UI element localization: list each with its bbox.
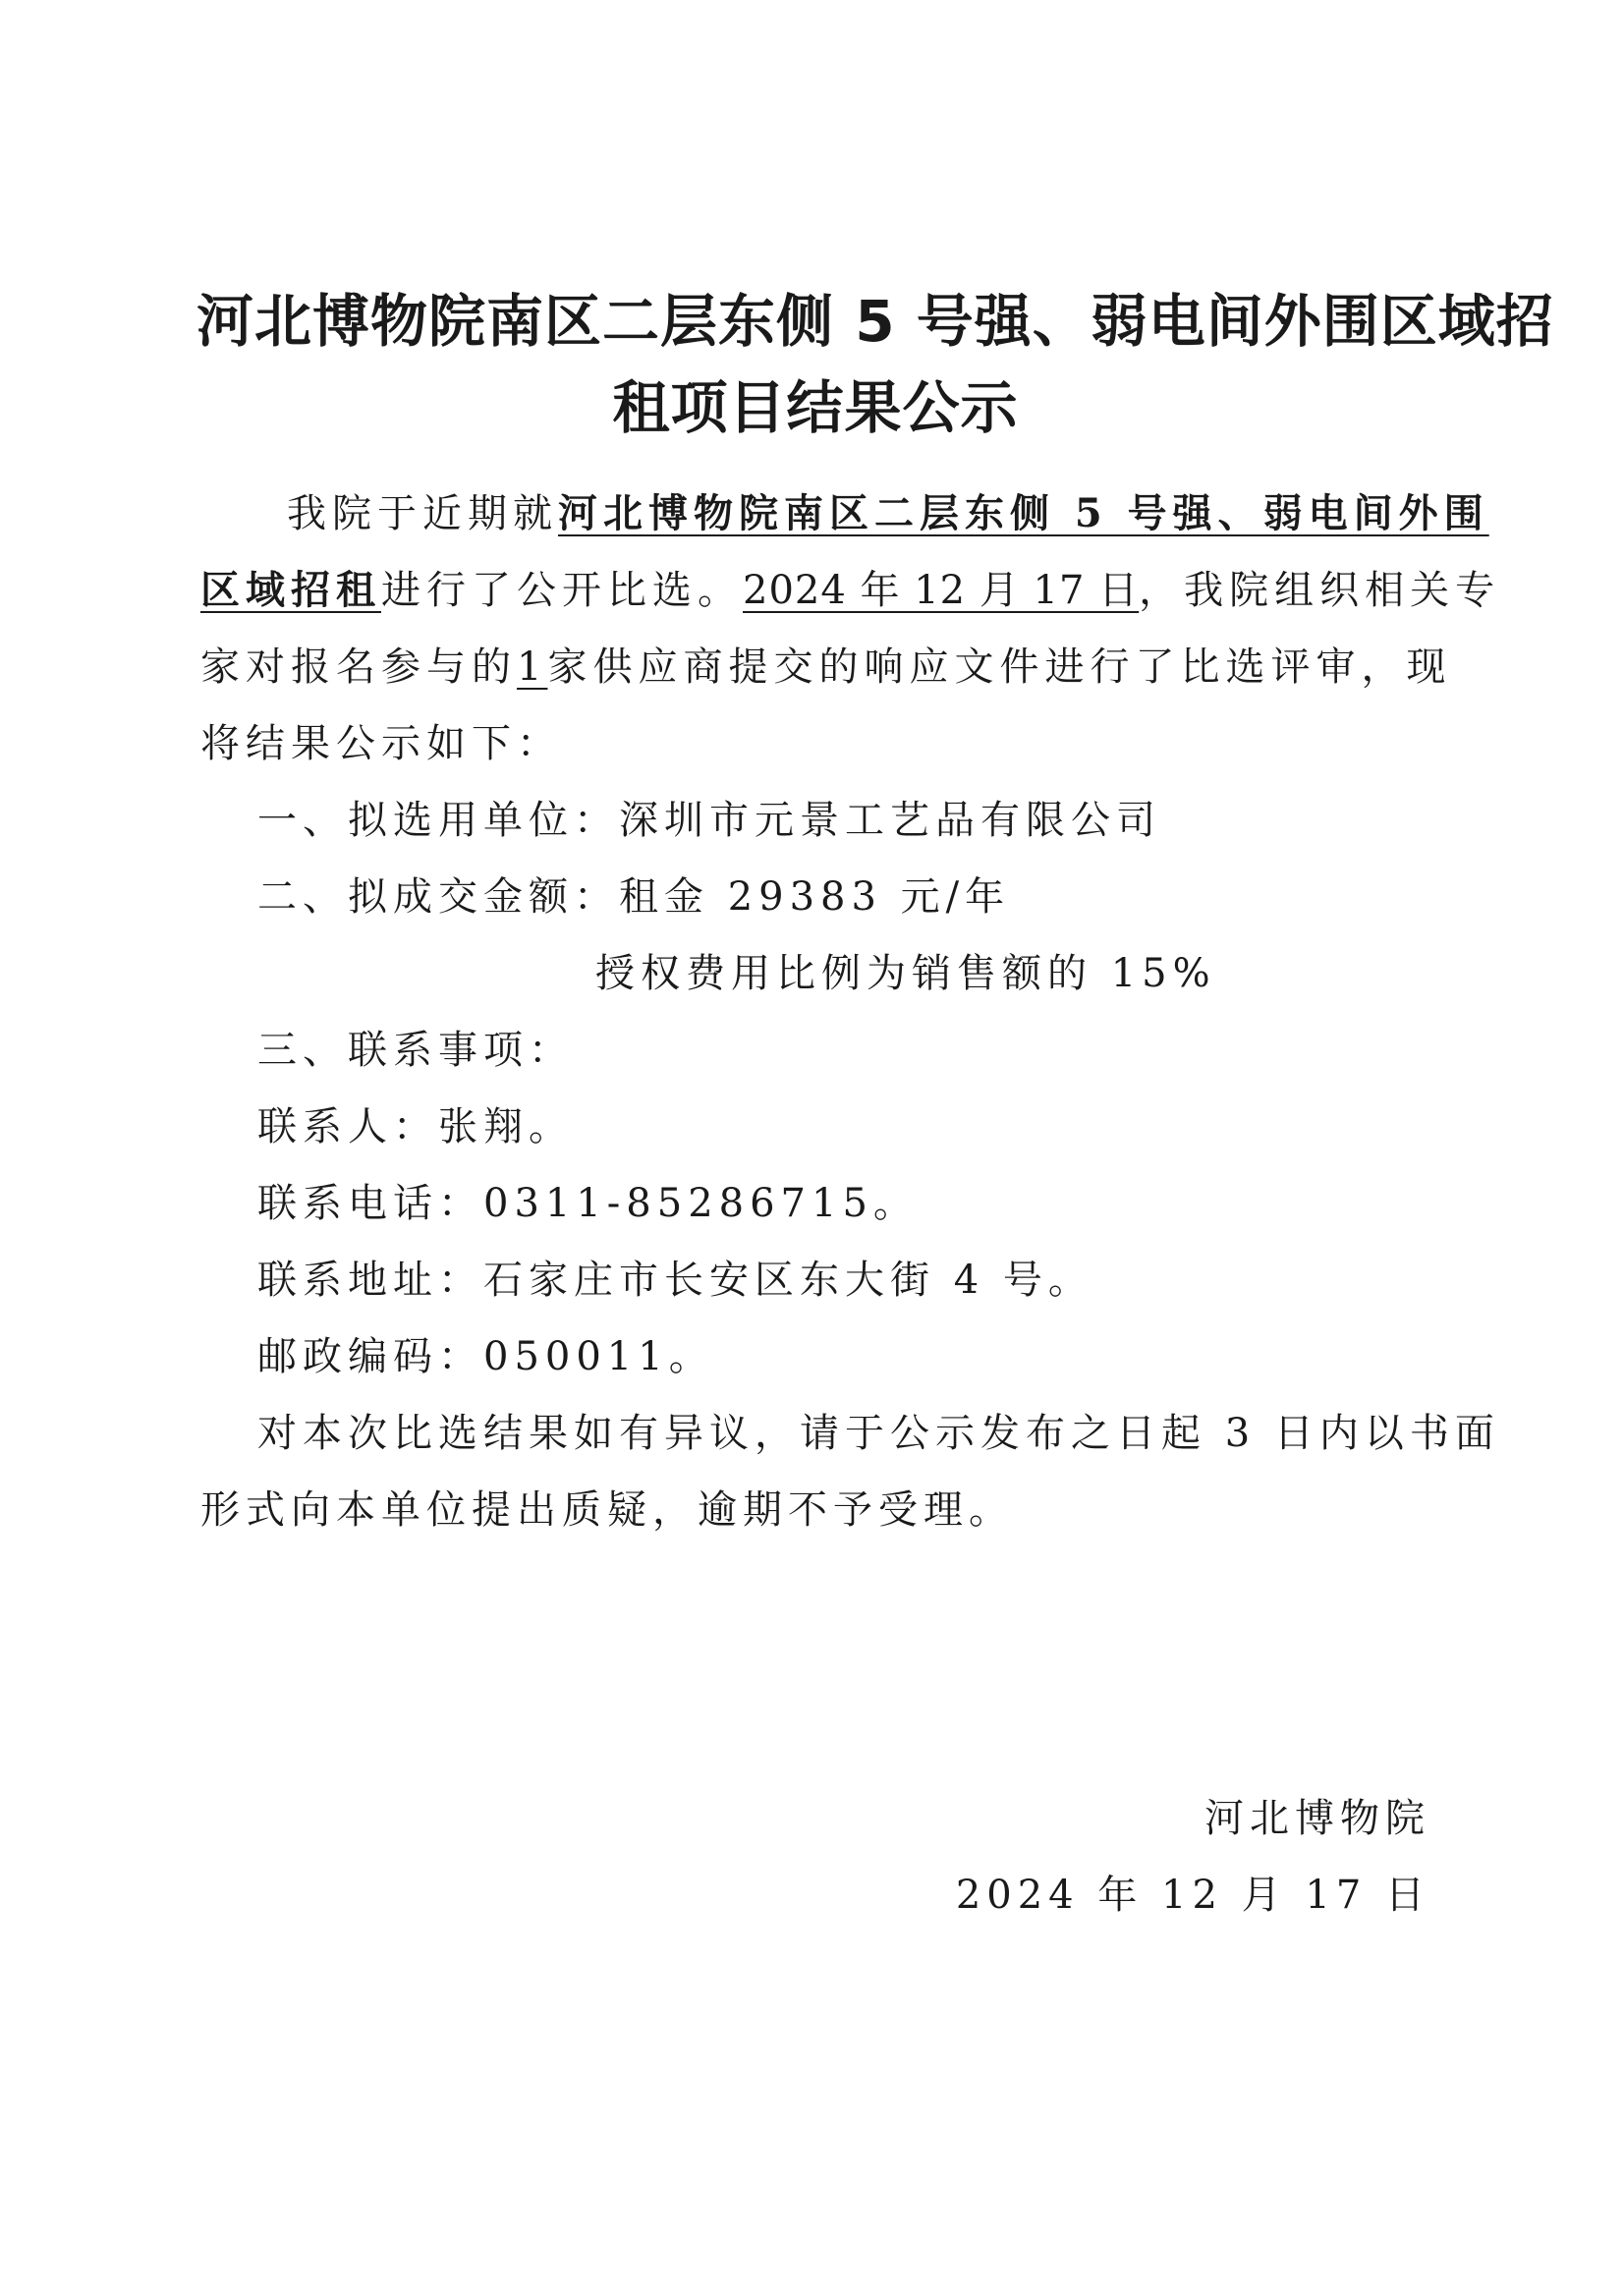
project-name-part-2: 区域招租 bbox=[200, 567, 381, 613]
signature-organization: 河北博物院 bbox=[1204, 1796, 1430, 1841]
contact-section-heading: 三、联系事项： bbox=[257, 1028, 574, 1073]
contact-phone: 联系电话：0311-85286715。 bbox=[257, 1181, 919, 1226]
intro-prefix: 我院于近期就 bbox=[287, 491, 558, 536]
intro-paragraph-line-2 bbox=[200, 552, 1500, 629]
intro-middle-text: 进行了公开比选。 bbox=[381, 568, 743, 613]
objection-notice-line-1: 对本次比选结果如有异议，请于公示发布之日起 3 日内以书面 bbox=[257, 1411, 1500, 1456]
review-date: 2024 年 12 月 17 日 bbox=[743, 568, 1140, 613]
intro-suffix-text: ，我院组织相关专 bbox=[1139, 568, 1501, 613]
intro-paragraph-line-4: 将结果公示如下： bbox=[200, 721, 562, 766]
document-title-line-1: 河北博物院南区二层东侧 5 号强、弱电间外围区域招 bbox=[196, 288, 1554, 355]
deal-amount-item: 二、拟成交金额：租金 29383 元/年 bbox=[257, 874, 1011, 920]
objection-notice-line-2: 形式向本单位提出质疑，逾期不予受理。 bbox=[200, 1487, 1014, 1533]
selected-unit-item: 一、拟选用单位：深圳市元景工艺品有限公司 bbox=[257, 798, 1161, 843]
contact-address: 联系地址：石家庄市长安区东大街 4 号。 bbox=[257, 1258, 1093, 1303]
signature-date: 2024 年 12 月 17 日 bbox=[955, 1873, 1430, 1918]
intro-paragraph-line-3 bbox=[200, 629, 1451, 705]
project-name-part-1: 河北博物院南区二层东侧 5 号强、弱电间外围 bbox=[558, 490, 1489, 536]
intro-line3-suffix: 家供应商提交的响应文件进行了比选评审，现 bbox=[547, 644, 1452, 690]
contact-person: 联系人：张翔。 bbox=[257, 1104, 574, 1149]
document-title-line-2: 租项目结果公示 bbox=[612, 374, 1019, 441]
supplier-count: 1 bbox=[517, 644, 548, 690]
intro-paragraph-line-1 bbox=[287, 476, 1489, 552]
intro-line3-prefix: 家对报名参与的 bbox=[200, 644, 517, 690]
license-fee-ratio: 授权费用比例为销售额的 15% bbox=[595, 951, 1216, 996]
postal-code: 邮政编码：050011。 bbox=[257, 1334, 714, 1379]
